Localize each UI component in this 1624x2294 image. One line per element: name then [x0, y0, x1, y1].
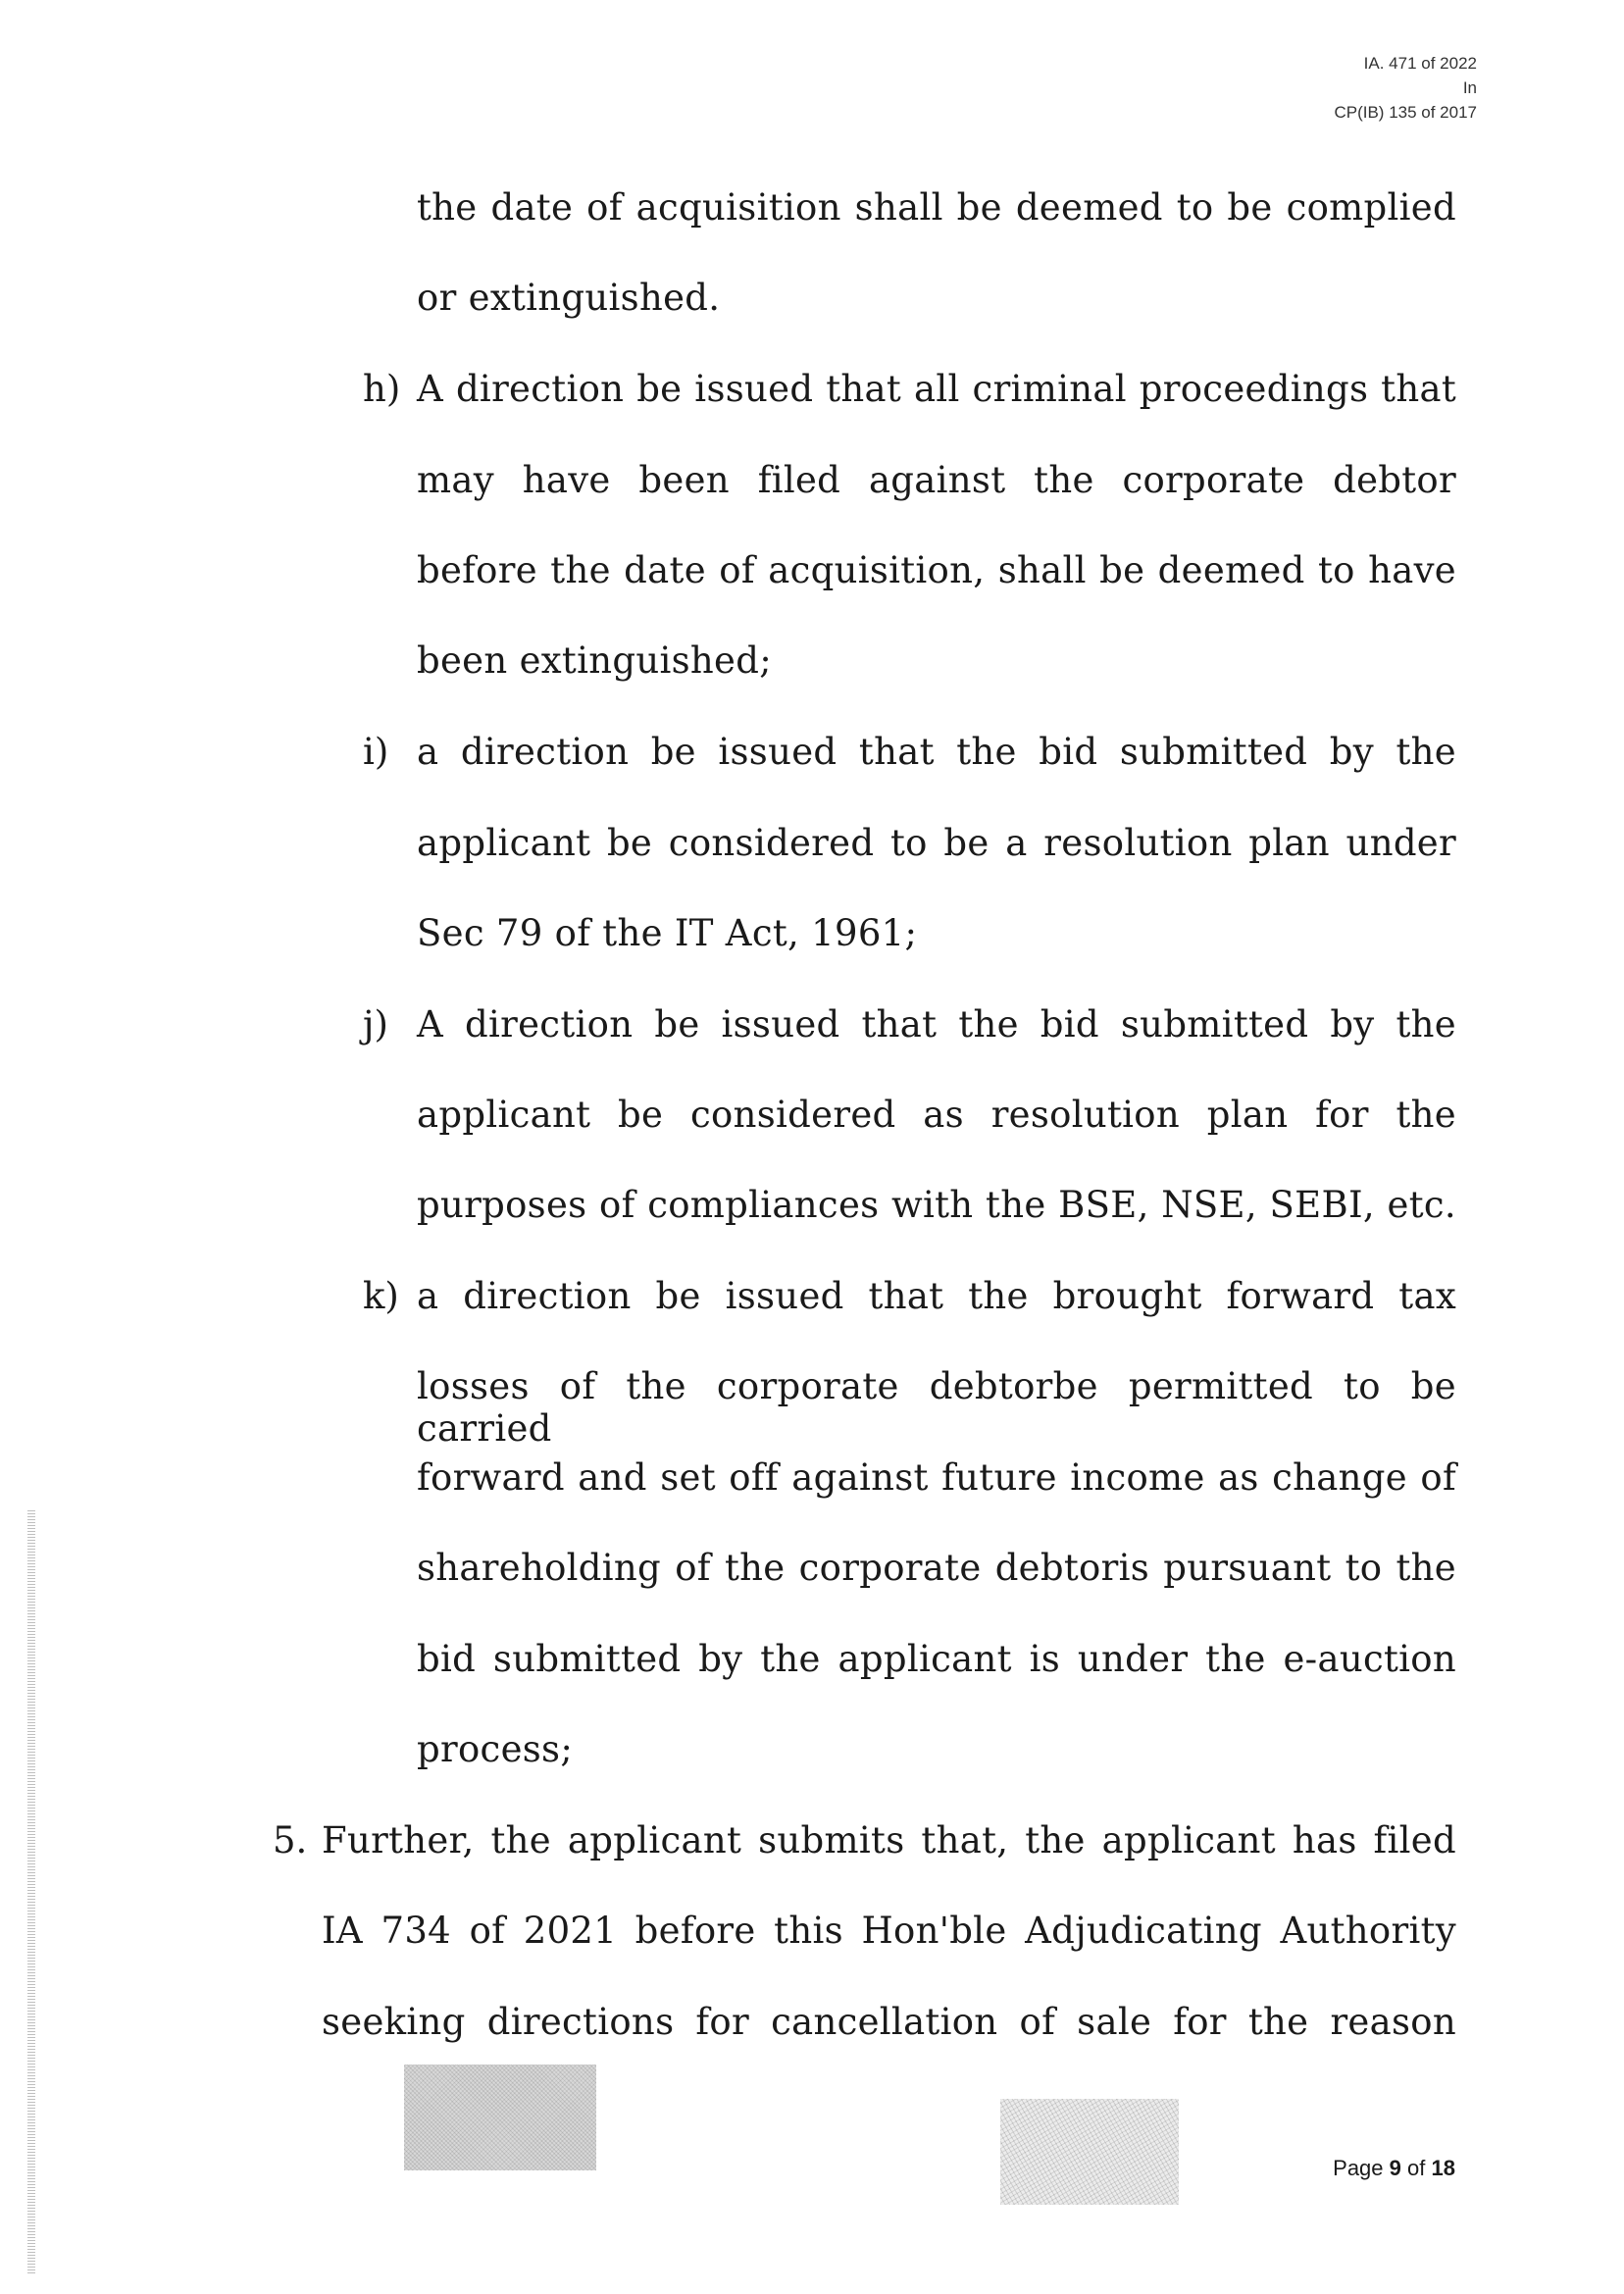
paragraph-5-line-1: Further, the applicant submits that, the applicant has filed	[322, 1819, 1456, 1861]
total-pages: 18	[1431, 2156, 1455, 2180]
item-i-line-3: Sec 79 of the IT Act, 1961;	[417, 912, 918, 954]
item-h-line-2: may have been filed against the corporate debtor	[417, 459, 1456, 501]
item-j-marker: j)	[363, 1003, 388, 1045]
item-h-marker: h)	[363, 368, 401, 410]
item-k-line-2: losses of the corporate debtorbe permitted to be carried	[417, 1365, 1456, 1450]
item-k-line-3: forward and set off against future income as change of	[417, 1456, 1456, 1499]
item-k-line-1: a direction be issued that the brought forward tax	[417, 1275, 1456, 1317]
header-in: In	[1462, 78, 1477, 97]
item-k-marker: k)	[363, 1275, 399, 1317]
scan-edge-marks	[27, 1510, 35, 2275]
item-i-line-1: a direction be issued that the bid submitted by the	[417, 731, 1456, 773]
paragraph-5-line-3: seeking directions for cancellation of sale for the reason	[322, 2001, 1456, 2043]
item-k-line-4: shareholding of the corporate debtoris pursuant to the	[417, 1547, 1456, 1589]
item-j-line-2: applicant be considered as resolution plan for the	[417, 1094, 1456, 1136]
header-ia-number: IA. 471 of 2022	[1363, 54, 1477, 73]
page-number	[1333, 2156, 1455, 2181]
redacted-stamp-right	[1000, 2099, 1179, 2205]
item-g-line-1: the date of acquisition shall be deemed to be complied	[417, 186, 1456, 229]
item-g-line-2: or extinguished.	[417, 277, 721, 319]
item-i-marker: i)	[363, 731, 389, 773]
header-cp-number: CP(IB) 135 of 2017	[1334, 103, 1477, 122]
paragraph-5-marker: 5.	[273, 1819, 308, 1861]
item-h-line-1: A direction be issued that all criminal proceedings that	[417, 368, 1456, 410]
item-h-line-4: been extinguished;	[417, 639, 772, 682]
redacted-stamp-left	[404, 2065, 596, 2170]
item-j-line-3: purposes of compliances with the BSE, NSE, SEBI, etc.	[417, 1184, 1456, 1226]
item-i-line-2: applicant be considered to be a resolution plan under	[417, 822, 1456, 864]
case-reference-header	[1334, 51, 1477, 125]
item-h-line-3: before the date of acquisition, shall be deemed to have	[417, 549, 1456, 591]
paragraph-5-line-2: IA 734 of 2021 before this Hon'ble Adjudicating Authority	[322, 1910, 1456, 1952]
page-of: of	[1407, 2156, 1426, 2180]
item-k-line-6: process;	[417, 1728, 574, 1770]
item-k-line-5: bid submitted by the applicant is under the e-auction	[417, 1638, 1456, 1680]
current-page: 9	[1389, 2156, 1401, 2180]
page-label: Page	[1333, 2156, 1384, 2180]
item-j-line-1: A direction be issued that the bid submitted by the	[417, 1003, 1456, 1045]
